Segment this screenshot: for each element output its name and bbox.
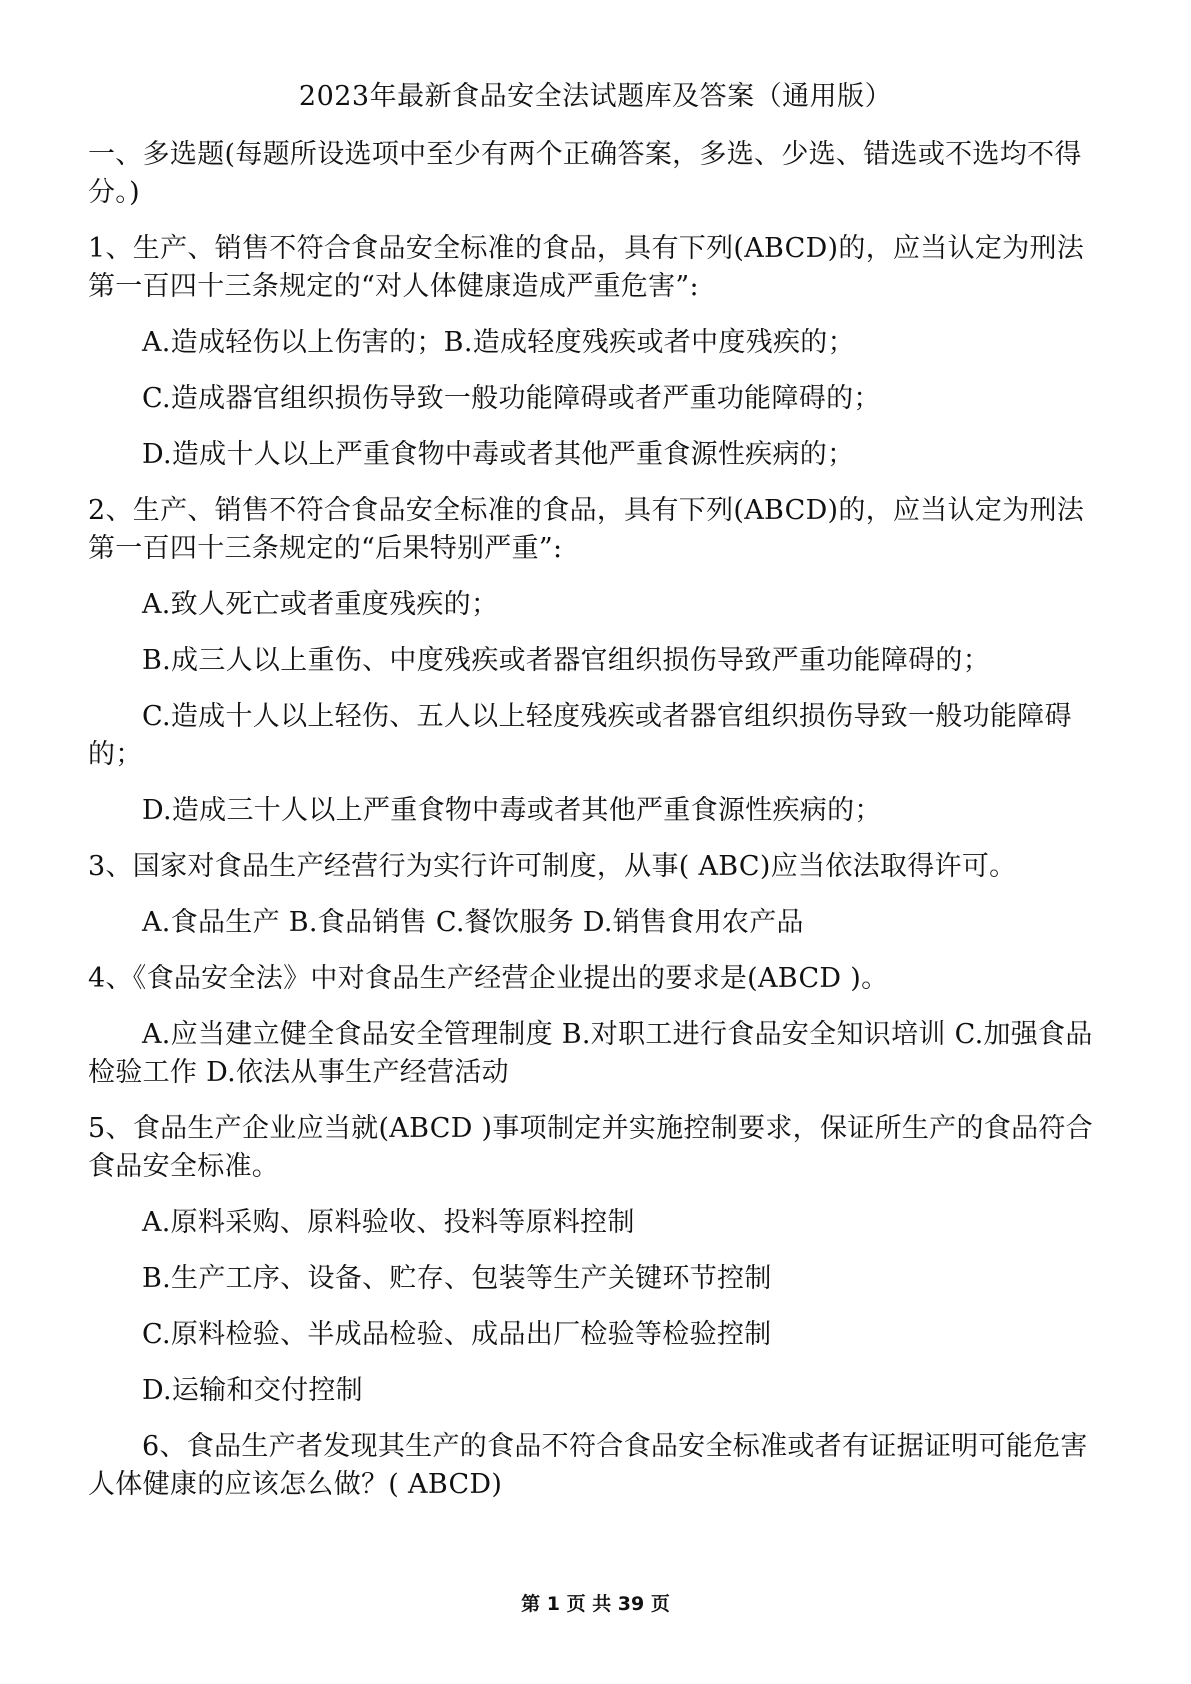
question-1: 1、生产、销售不符合食品安全标准的食品，具有下列(ABCD)的，应当认定为刑法第一百四十三条规定的“对人体健康造成严重危害”: [88,233,1085,302]
document-body [88,136,1104,1504]
section-heading: 一、多选题(每题所设选项中至少有两个正确答案，多选、少选、错选或不选均不得分。) [88,139,1082,208]
question-5: 5、食品生产企业应当就(ABCD )事项制定并实施控制要求，保证所生产的食品符合食品安全标准。 [88,1113,1093,1182]
question-4-options: A.应当建立健全食品安全管理制度 B.对职工进行食品安全知识培训 C.加强食品检验工作 D.依法从事生产经营活动 [88,1019,1093,1088]
document-title: 2023年最新食品安全法试题库及答案（通用版） [298,81,893,112]
question-2-option-c: C.造成十人以上轻伤、五人以上轻度残疾或者器官组织损伤导致一般功能障碍的； [88,701,1072,770]
question-5-option-d: D.运输和交付控制 [142,1375,363,1406]
question-1-option-c: C.造成器官组织损伤导致一般功能障碍或者严重功能障碍的； [142,383,881,414]
question-2-option-d: D.造成三十人以上严重食物中毒或者其他严重食源性疾病的； [142,795,882,826]
question-2-option-a: A.致人死亡或者重度残疾的； [142,589,499,620]
question-4: 4、《食品安全法》中对食品生产经营企业提出的要求是(ABCD )。 [88,963,889,994]
question-5-option-c: C.原料检验、半成品检验、成品出厂检验等检验控制 [142,1319,772,1350]
question-3-options: A.食品生产 B.食品销售 C.餐饮服务 D.销售食用农产品 [142,907,804,938]
question-2-option-b: B.成三人以上重伤、中度残疾或者器官组织损伤导致严重功能障碍的； [142,645,991,676]
question-5-option-a: A.原料采购、原料验收、投料等原料控制 [142,1207,635,1238]
question-3: 3、国家对食品生产经营行为实行许可制度，从事( ABC)应当依法取得许可。 [88,851,1017,882]
question-2: 2、生产、销售不符合食品安全标准的食品，具有下列(ABCD)的，应当认定为刑法第一百四十三条规定的“后果特别严重”: [88,495,1085,564]
question-1-options-ab: A.造成轻伤以上伤害的；B.造成轻度残疾或者中度残疾的； [142,327,855,358]
question-5-option-b: B.生产工序、设备、贮存、包装等生产关键环节控制 [142,1263,772,1294]
page-footer: 第 1 页 共 39 页 [521,1593,670,1615]
question-6: 6、食品生产者发现其生产的食品不符合食品安全标准或者有证据证明可能危害人体健康的应该怎么做？( ABCD) [88,1431,1088,1500]
question-1-option-d: D.造成十人以上严重食物中毒或者其他严重食源性疾病的； [142,439,855,470]
